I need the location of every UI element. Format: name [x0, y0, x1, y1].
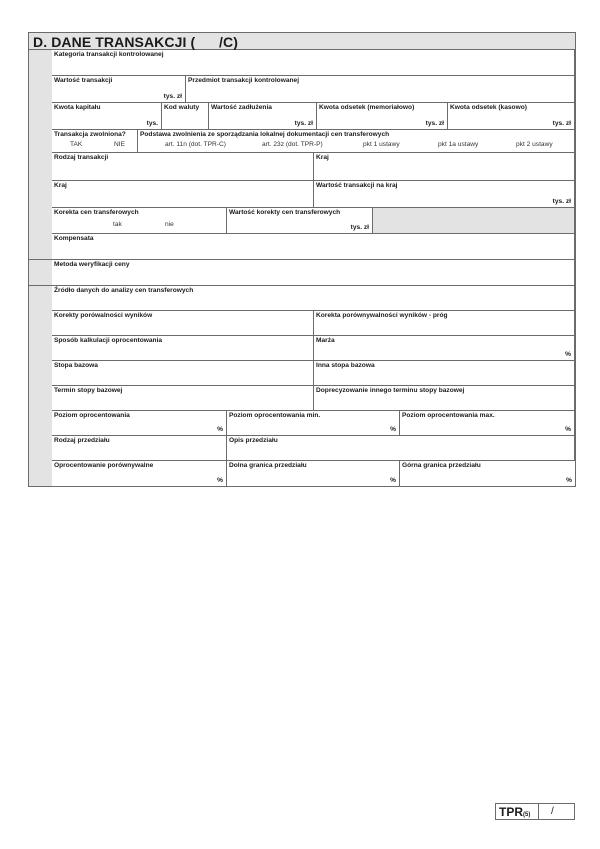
sposob-kalkulacji-label: Sposób kalkulacji oprocentowania — [54, 337, 163, 344]
poziom-min-field[interactable] — [227, 411, 400, 436]
unit-label: % — [566, 477, 572, 484]
poziom-max-label: Poziom oprocentowania max. — [402, 412, 495, 419]
gorna-granica-label: Górna granica przedziału — [402, 462, 481, 469]
korekta-cen-label: Korekta cen transferowych — [54, 209, 139, 216]
marza-label: Marża — [316, 337, 335, 344]
unit-label: tys. zł — [294, 120, 313, 127]
korekta-cen-field — [52, 208, 227, 234]
odsetki-kasowo-label: Kwota odsetek (kasowo) — [450, 104, 527, 111]
odsetki-memorialowo-field[interactable] — [317, 103, 448, 130]
unit-label: tys. zł — [425, 120, 444, 127]
unit-label: % — [390, 426, 396, 433]
wartosc-na-kraj-label: Wartość transakcji na kraj — [316, 182, 398, 189]
kwota-kapitalu-field[interactable] — [52, 103, 162, 130]
unit-label: % — [565, 426, 571, 433]
opis-przedzialu-field[interactable] — [227, 436, 575, 461]
section-title — [29, 33, 575, 50]
poziom-label: Poziom oprocentowania — [54, 412, 130, 419]
poziom-max-field[interactable] — [400, 411, 575, 436]
sposob-kalkulacji-field[interactable] — [52, 336, 314, 361]
unit-label: tys. zł — [552, 120, 571, 127]
kraj-2-field[interactable] — [52, 181, 314, 208]
option-tak[interactable]: tak — [113, 221, 122, 228]
poziom-min-label: Poziom oprocentowania min. — [229, 412, 321, 419]
odsetki-memorialowo-label: Kwota odsetek (memoriałowo) — [319, 104, 415, 111]
option-nie[interactable]: nie — [165, 221, 174, 228]
przedmiot-field[interactable] — [186, 76, 575, 103]
unit-label: % — [565, 351, 571, 358]
korekta-prog-label: Korekta porównywalności wyników - próg — [316, 312, 448, 319]
marza-field[interactable] — [314, 336, 575, 361]
oprocentowanie-porownywalne-field[interactable] — [52, 461, 227, 486]
form-version: (5) — [523, 812, 531, 818]
inna-stopa-field[interactable] — [314, 361, 575, 386]
zrodlo-field[interactable] — [52, 286, 575, 311]
kompensata-field[interactable] — [52, 234, 575, 260]
termin-stopy-field[interactable] — [52, 386, 314, 411]
kraj-2-label: Kraj — [54, 182, 67, 189]
page-footer-box — [495, 803, 575, 820]
wartosc-transakcji-field[interactable] — [52, 76, 186, 103]
unit-label: tys. — [146, 120, 158, 127]
kraj-field[interactable] — [314, 153, 575, 181]
korekty-porownywalnosci-label: Korekty porówalności wyników — [54, 312, 153, 319]
rodzaj-transakcji-label: Rodzaj transakcji — [54, 154, 109, 161]
unit-label: % — [217, 477, 223, 484]
stopa-bazowa-field[interactable] — [52, 361, 314, 386]
metoda-field[interactable] — [52, 260, 575, 286]
dolna-granica-field[interactable] — [227, 461, 400, 486]
inna-stopa-label: Inna stopa bazowa — [316, 362, 375, 369]
disabled-area — [373, 208, 575, 234]
odsetki-kasowo-field[interactable] — [448, 103, 575, 130]
option-nie[interactable]: NIE — [114, 141, 125, 148]
option-art-23z[interactable]: art. 23z (dot. TPR-P) — [262, 141, 323, 148]
page-number: / — [551, 806, 554, 817]
rodzaj-transakcji-field[interactable] — [52, 153, 314, 181]
rodzaj-przedzialu-field[interactable] — [52, 436, 227, 461]
podstawa-field — [138, 130, 575, 153]
oprocentowanie-porownywalne-label: Oprocentowanie porównywalne — [54, 462, 154, 469]
wartosc-korekty-field[interactable] — [227, 208, 373, 234]
poziom-field[interactable] — [52, 411, 227, 436]
option-pkt-2[interactable]: pkt 2 ustawy — [516, 141, 553, 148]
kod-waluty-field[interactable] — [162, 103, 209, 130]
row-separator — [29, 259, 52, 260]
zwolniona-label: Transakcja zwolniona? — [54, 131, 126, 138]
wartosc-korekty-label: Wartość korekty cen transferowych — [229, 209, 341, 216]
section-title-suffix: /C) — [219, 34, 238, 50]
form-code: TPR(5) — [499, 805, 531, 819]
option-pkt-1a[interactable]: pkt 1a ustawy — [438, 141, 479, 148]
wartosc-zadluzenia-label: Wartość zadłużenia — [211, 104, 272, 111]
rodzaj-przedzialu-label: Rodzaj przedziału — [54, 437, 110, 444]
korekty-porownywalnosci-field[interactable] — [52, 311, 314, 336]
unit-label: tys. zł — [552, 198, 571, 205]
metoda-label: Metoda weryfikacji ceny — [54, 261, 130, 268]
podstawa-label: Podstawa zwolnienia ze sporządzania lokalnej dokumentacji cen transferowych — [140, 131, 390, 138]
wartosc-transakcji-label: Wartość transakcji — [54, 77, 113, 84]
opis-przedzialu-label: Opis przedziału — [229, 437, 278, 444]
section-title-text: D. DANE TRANSAKCJI ( — [33, 34, 196, 50]
kod-waluty-label: Kod waluty — [164, 104, 200, 111]
row-separator — [29, 285, 52, 286]
option-tak[interactable]: TAK — [70, 141, 83, 148]
doprecyzowanie-field[interactable] — [314, 386, 575, 411]
termin-stopy-label: Termin stopy bazowej — [54, 387, 123, 394]
kategoria-label: Kategoria transakcji kontrolowanej — [54, 51, 164, 58]
option-pkt-1[interactable]: pkt 1 ustawy — [363, 141, 400, 148]
gorna-granica-field[interactable] — [400, 461, 575, 486]
unit-label: % — [217, 426, 223, 433]
option-art-11n[interactable]: art. 11n (dot. TPR-C) — [165, 141, 226, 148]
przedmiot-label: Przedmiot transakcji kontrolowanej — [188, 77, 300, 84]
section-d-form — [28, 32, 576, 487]
kategoria-field[interactable] — [52, 50, 575, 76]
dolna-granica-label: Dolna granica przedziału — [229, 462, 307, 469]
zwolniona-field — [52, 130, 138, 153]
stopa-bazowa-label: Stopa bazowa — [54, 362, 98, 369]
kwota-kapitalu-label: Kwota kapitału — [54, 104, 101, 111]
doprecyzowanie-label: Doprecyzowanie innego terminu stopy bazowej — [316, 387, 465, 394]
korekta-prog-field[interactable] — [314, 311, 575, 336]
wartosc-na-kraj-field[interactable] — [314, 181, 575, 208]
zrodlo-label: Źródło danych do analizy cen transferowych — [54, 287, 194, 294]
kompensata-label: Kompensata — [54, 235, 94, 242]
unit-label: tys. zł — [350, 224, 369, 231]
kraj-label: Kraj — [316, 154, 329, 161]
unit-label: % — [390, 477, 396, 484]
unit-label: tys. zł — [163, 93, 182, 100]
footer-divider — [538, 804, 539, 819]
wartosc-zadluzenia-field[interactable] — [209, 103, 317, 130]
